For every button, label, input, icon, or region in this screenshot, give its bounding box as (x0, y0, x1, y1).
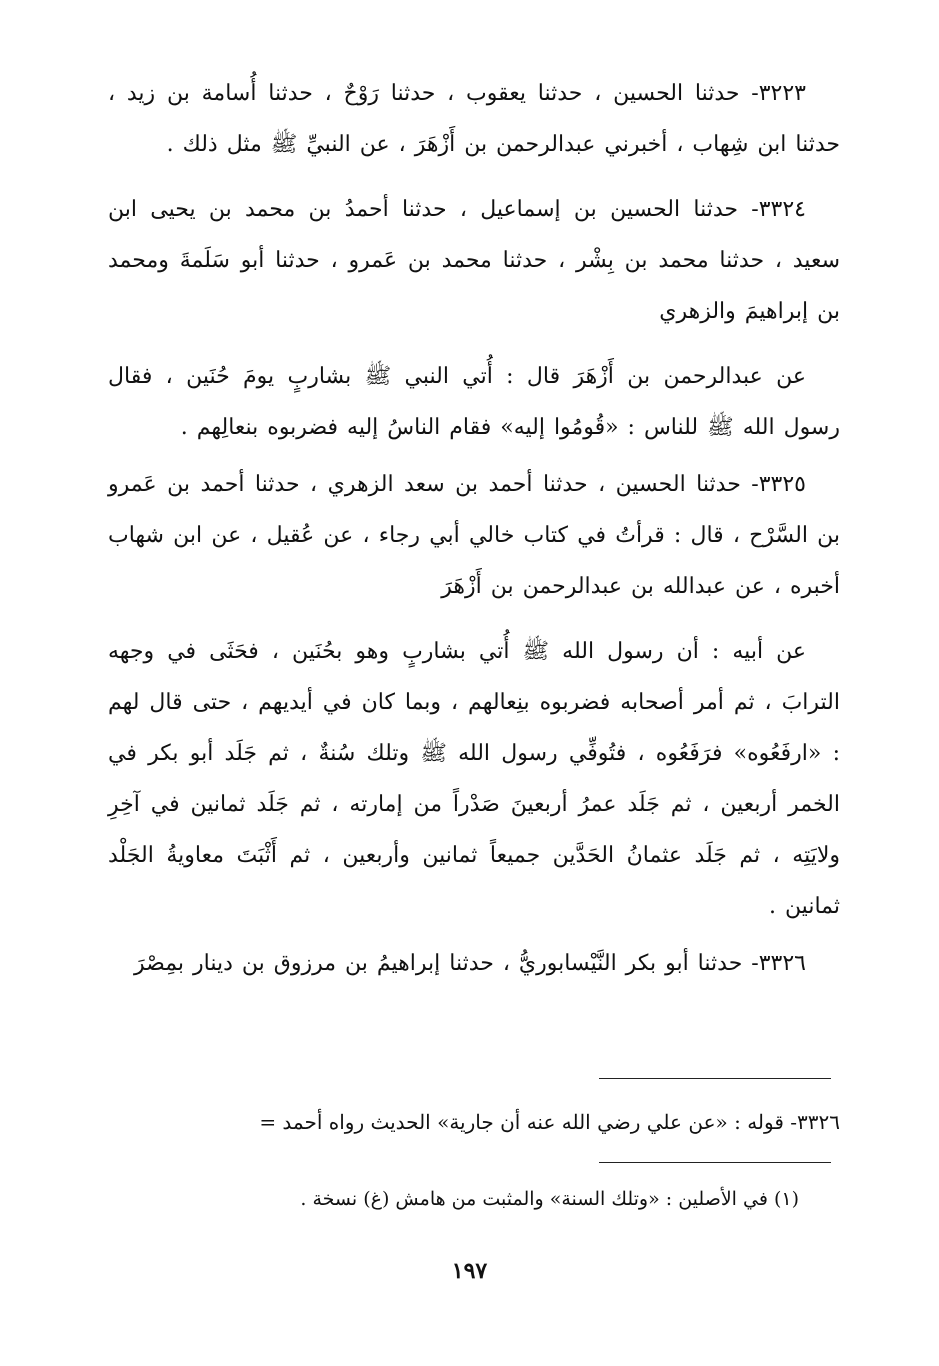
commentary-footnote: ٣٣٢٦- قوله : «عن علي رضي الله عنه أن جارية» الحديث رواه أحمد = (259, 1110, 840, 1134)
apparatus-footnote: (١) في الأصلين : «وتلك السنة» والمثبت من هامش (غ) نسخة . (300, 1188, 799, 1210)
footnote-separator (599, 1078, 831, 1079)
footnote-separator-secondary (599, 1162, 831, 1163)
hadith-3326-isnad: ٣٣٢٦- حدثنا أبو بكر النَّيْسابوريُّ ، حدثنا إبراهيمُ بن مرزوق بن دينار بمِصْرَ (133, 951, 806, 976)
hadith-3324-isnad: ٣٣٢٤- حدثنا الحسين بن إسماعيل ، حدثنا أحمدُ بن محمد بن يحيى ابن سعيد ، حدثنا محمد بن بِشْر ، حدثنا محمد بن عَمرو ، حدثنا أبو سَلَمةَ ومحمد بن إبراهيمَ والزهري (108, 197, 840, 324)
hadith-3324-matn: عن عبدالرحمن بن أَزْهَرَ قال : أُتي النبي ﷺ بشاربٍ يومَ حُنَين ، فقال رسول الله ﷺ للناس : «قُومُوا إليه» فقام الناسُ إليه فضربوه بنعالِهم . (108, 364, 840, 440)
hadith-3223: ٣٢٢٣- حدثنا الحسين ، حدثنا يعقوب ، حدثنا رَوْحٌ ، حدثنا أُسامة بن زيد ، حدثنا ابن شِهاب ، أخبرني عبدالرحمن بن أَزْهَرَ ، عن النبيِّ ﷺ مثل ذلك . (108, 81, 840, 157)
hadith-3325-isnad: ٣٣٢٥- حدثنا الحسين ، حدثنا أحمد بن سعد الزهري ، حدثنا أحمد بن عَمرو بن السَّرْح ، قال : قرأتُ في كتاب خالي أبي رجاء ، عن عُقيل ، عن ابن شهاب أخبره ، عن عبدالله بن عبدالرحمن بن أَزْهَرَ (108, 472, 840, 599)
hadith-3325-matn: عن أبيه : أن رسول الله ﷺ أُتي بشاربٍ وهو بحُنَين ، فحَثَى في وجهه الترابَ ، ثم أمر أصحابه فضربوه بنِعالهم ، وبما كان في أيديهم ، حتى قال لهم : «ارفَعُوه» فرَفَعُوه ، فتُوفِّي رسول الله ﷺ وتلك سُنةٌ ، ثم جَلَد أبو بكر في الخمر أربعين ، ثم جَلَد عمرُ أربعينَ صَدْراً من إمارته ، ثم جَلَد ثمانين في آخِرِ ولايَتِه ، ثم جَلَد عثمانُ الحَدَّين جميعاً ثمانين وأربعين ، ثم أَثْبَتَ معاويةُ الجَلْد ثمانين . (108, 639, 840, 919)
page-number: ١٩٧ (451, 1258, 488, 1284)
